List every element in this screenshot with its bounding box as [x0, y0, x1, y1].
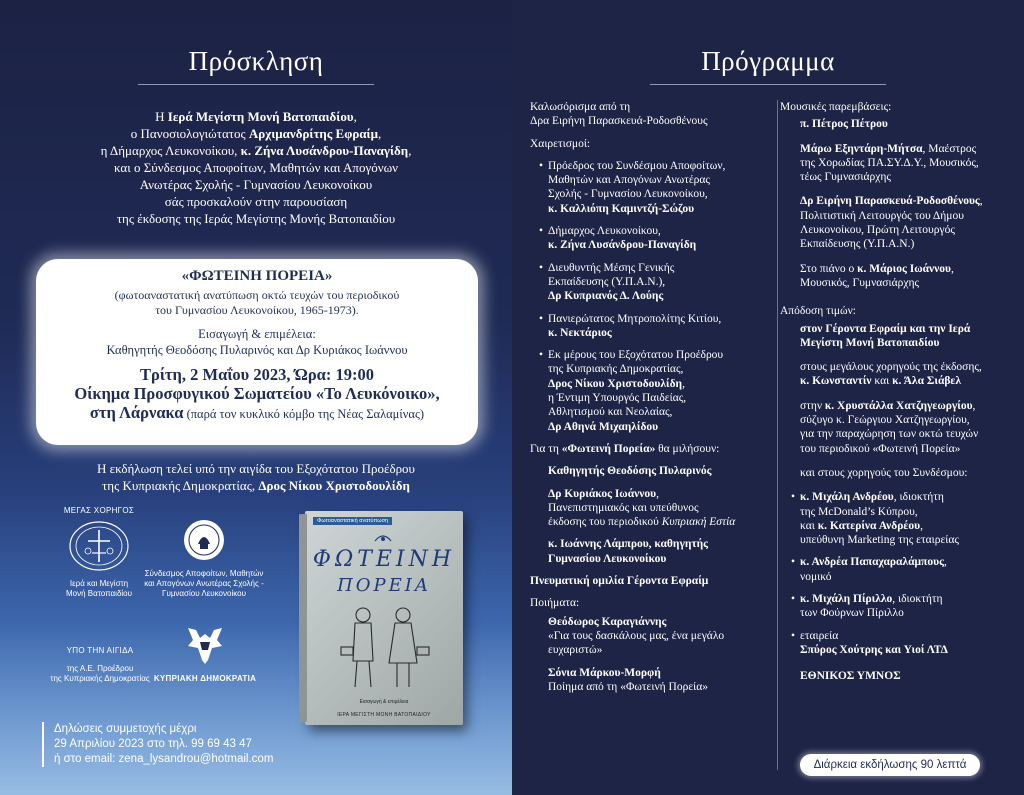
book-cover-image [305, 511, 463, 725]
music-heading: Μουσικές παρεμβάσεις: [780, 101, 892, 113]
list-item: • Πρόεδρος του Συνδέσμου Αποφοίτων, Μαθητών και Απογόνων Ανωτέρας Σχολής - Γυμνασίου Λευκονοίκου, κ. Καλλιόπη Καμιντζή-Σώζου [548, 159, 775, 216]
book-title: «ΦΩΤΕΙΝΗ ΠΟΡΕΙΑ» [181, 268, 333, 284]
poems-heading: Ποιήματα: [530, 597, 580, 610]
musician: Δρ Ειρήνη Παρασκευά-Ροδοσθένους, Πολιτιστική Λειτουργός του Δήμου Λευκονοίκου, Πρώτη Λειτουργός Εκπαίδευσης (Υ.Π.Α.Ν.) [800, 195, 983, 251]
honor: στους μεγάλους χορηγούς της έκδοσης, κ. Κωνσταντίν και κ. Άλα Σιάβελ [800, 361, 982, 388]
greetings-heading: Χαιρετισμοί: [530, 137, 591, 150]
list-item: • Διευθυντής Μέσης Γενικής Εκπαίδευσης (Υ.Π.Α.Ν.), Δρ Κυπριανός Δ. Λούης [548, 261, 775, 304]
musician: Μάρω Εξηντάρη-Μήτσα, Μαέστρος της Χορωδίας ΠΑ.ΣΥ.Δ.Υ., Μουσικός, τέως Γυμνασιάρχης [800, 142, 979, 184]
program-column-2 [780, 100, 1014, 692]
cover-title-2: ΠΟΡΕΙΑ [337, 575, 431, 596]
musician: π. Πέτρος Πέτρου [800, 118, 888, 131]
speaker: Καθηγητής Θεοδόσης Πυλαρινός [548, 465, 712, 478]
welcome: Καλωσόρισμα από τη Δρα Ειρήνη Παρασκευά-Ροδοσθένους [530, 101, 708, 128]
honor: στον Γέροντα Εφραίμ και την Ιερά Μεγίστη Μονή Βατοπαιδίου [800, 322, 971, 349]
main-sponsor: ΜΕΓΑΣ ΧΟΡΗΓΟΣ Ιερά και Μεγίστη Μονή Βατοπαιδίου [63, 506, 135, 598]
list-item: • εταιρεία Σπύρος Χούτρης και Υιοί ΛΤΔ [800, 629, 1014, 658]
program-title: Πρόγραμμα [701, 46, 835, 76]
poem: Θεόδωρος Καραγιάννης «Για τους δασκάλους μας, ένα μεγάλο ευχαριστώ» [548, 615, 725, 657]
cover-illustration-icon [325, 603, 445, 693]
cover-credits: Εισαγωγή & επιμέλεια [359, 699, 409, 705]
national-anthem: ΕΘΝΙΚΟΣ ΥΜΝΟΣ [800, 670, 901, 683]
sponsors-list [780, 490, 1014, 657]
title-rule [650, 84, 886, 85]
spiritual-talk: Πνευματική ομιλία Γέροντα Εφραίμ [530, 575, 709, 588]
cover-emblem-icon [373, 531, 393, 545]
cover-publisher: ΙΕΡΑ ΜΕΓΙΣΤΗ ΜΟΝΗ ΒΑΤΟΠΑΙΔΙΟΥ [337, 712, 431, 718]
title-rule [138, 84, 374, 85]
speaker: κ. Ιωάννης Λάμπρου, καθηγητής Γυμνασίου Λευκονοίκου [548, 538, 709, 565]
book-subtitle: (φωτοαναστατική ανατύπωση οκτώ τευχών του περιοδικού του Γυμνασίου Λευκονοίκου, 1965-1973). [114, 288, 400, 317]
speakers-heading: Για τη «Φωτεινή Πορεία» θα μιλήσουν: [530, 442, 720, 455]
invitation-title: Πρόσκληση [188, 46, 324, 76]
greetings-list [530, 159, 775, 434]
honors-heading: Απόδοση τιμών: [780, 305, 856, 318]
dove-emblem-icon [184, 624, 226, 668]
list-item: • κ. Ανδρέα Παπαχαραλάμπους, νομικό [800, 555, 1014, 584]
association-seal-icon [182, 518, 226, 562]
program-column-1 [530, 100, 775, 702]
poem: Σόνια Μάρκου-Μορφή Ποίημα από τη «Φωτεινή Πορεία» [548, 666, 709, 693]
event-datetime-venue: Τρίτη, 2 Μαΐου 2023, Ώρα: 19:00 Οίκημα Προσφυγικού Σωματείου «Το Λευκόνοικο», στη Λάρνακα (παρά τον κυκλικό κόμβο της Νέας Σαλαμίνας) [74, 365, 440, 422]
association-logo: Σύνδεσμος Αποφοίτων, Μαθητών και Απογόνων Ανωτέρας Σχολής - Γυμνασίου Λευκονοίκου [140, 518, 268, 599]
cover-title-1: ΦΩΤΕΙΝΗ [312, 547, 456, 572]
duration-badge: Διάρκεια εκδήλωσης 90 λεπτά [800, 754, 980, 776]
list-item: • Πανιερώτατος Μητροπολίτης Κιτίου, κ. Νεκτάριος [548, 312, 775, 341]
sponsors-heading: και στους χορηγούς του Συνδέσμου: [800, 466, 968, 479]
aegis-block: ΥΠΟ ΤΗΝ ΑΙΓΙΔΑ της Α.Ε. Προέδρου της Κυπριακής Δημοκρατίας [50, 646, 150, 683]
event-details-box [36, 259, 478, 445]
honor: στην κ. Χρυστάλλα Χατζηγεωργίου, σύζυγο κ. Γεώργιου Χατζηγεωργίου, για την παραχώρηση των οκτώ τευχών του περιοδικού «Φωτεινή Πορεία» [800, 399, 979, 455]
program-panel [512, 0, 1024, 795]
rsvp-info: Δηλώσεις συμμετοχής μέχρι 29 Απριλίου 2023 στο τηλ. 99 69 43 47 ή στο email: zena_lysandrou@hotmail.com [42, 722, 273, 767]
republic-emblem: ΚΥΠΡΙΑΚΗ ΔΗΜΟΚΡΑΤΙΑ [150, 624, 260, 683]
editors: Εισαγωγή & επιμέλεια: Καθηγητής Θεοδόσης Πυλαρινός και Δρ Κυριάκος Ιωάννου [106, 327, 408, 357]
cover-band: Φωτοαναστατική ανατύπωση [313, 517, 392, 525]
list-item: • κ. Μιχάλη Ανδρέου, ιδιοκτήτη της McDonald’s Κύπρου, και κ. Κατερίνα Ανδρέου, υπεύθυνη Marketing της εταιρείας [800, 490, 1014, 547]
monastery-seal-icon [68, 520, 130, 572]
musician: Στο πιάνο ο κ. Μάριος Ιωάννου, Μουσικός, Γυμνασιάρχης [800, 262, 954, 289]
list-item: • Δήμαρχος Λευκονοίκου, κ. Ζήνα Λυσάνδρου-Παναγίδη [548, 224, 775, 253]
speaker: Δρ Κυριάκος Ιωάννου, Πανεπιστημιακός και υπεύθυνος έκδοσης του περιοδικού Κυπριακή Εστία [548, 487, 736, 529]
list-item: • Εκ μέρους του Εξοχότατου Προέδρου της Κυπριακής Δημοκρατίας, Δρος Νίκου Χριστοδουλίδη, η Έντιμη Υπουργός Παιδείας, Αθλητισμού και Νεολαίας, Δρ Αθηνά Μιχαηλίδου [548, 348, 775, 434]
list-item: • κ. Μιχάλη Πίριλλο, ιδιοκτήτη των Φούρνων Πίριλλο [800, 592, 1014, 621]
auspice-text: Η εκδήλωση τελεί υπό την αιγίδα του Εξοχότατου Προέδρου της Κυπριακής Δημοκρατίας, Δρος Νίκου Χριστοδουλίδη [96, 461, 415, 493]
column-divider [777, 100, 778, 770]
invitation-intro: Η Ιερά Μεγίστη Μονή Βατοπαιδίου, ο Πανοσιολογιώτατος Αρχιμανδρίτης Εφραίμ, η Δήμαρχος Λευκονοίκου, κ. Ζήνα Λυσάνδρου-Παναγίδη, και ο Σύνδεσμος Αποφοίτων, Μαθητών και Απογόνων Ανωτέρας Σχολής - Γυμνασίου Λευκονοίκου σάς προσκαλούν στην παρουσίαση της έκδοσης της Ιεράς Μεγίστης Μονής Βατοπαιδίου [100, 109, 412, 226]
